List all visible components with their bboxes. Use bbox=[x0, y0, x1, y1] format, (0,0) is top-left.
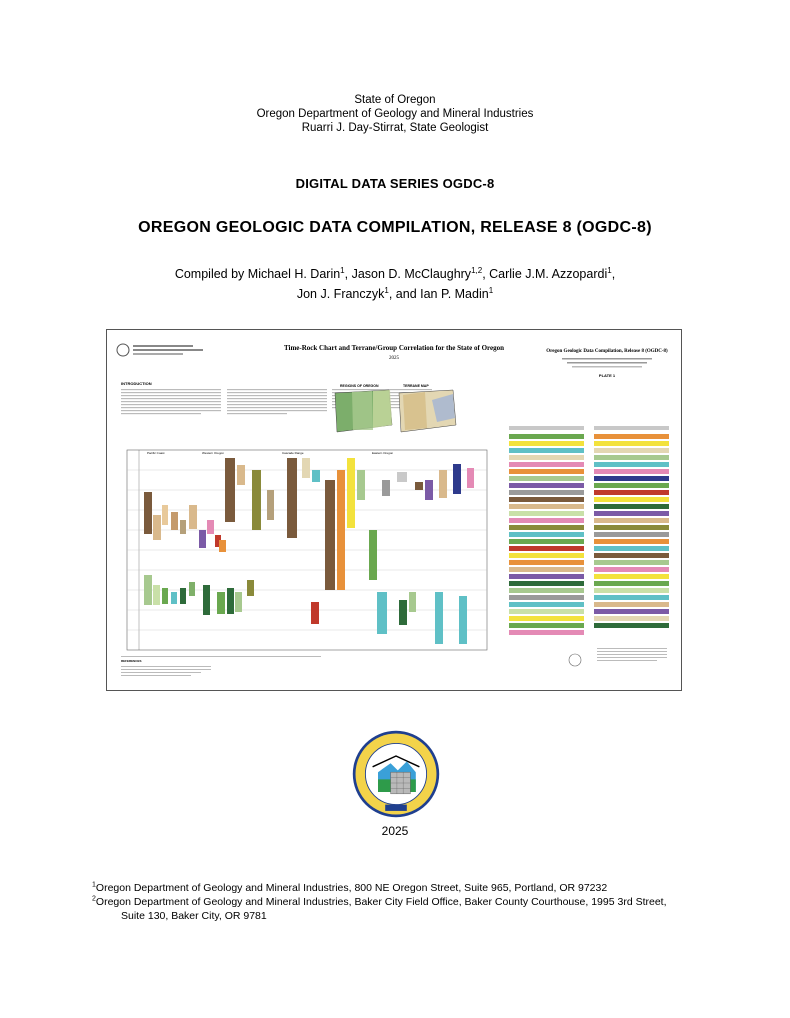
plate-thumbnail bbox=[106, 329, 682, 691]
dogami-seal-icon bbox=[351, 729, 441, 819]
affiliation-1 bbox=[92, 881, 607, 895]
header-block bbox=[0, 93, 790, 135]
plate-logo-icon bbox=[117, 344, 129, 356]
chart-col-label: Eastern Oregon bbox=[372, 451, 394, 455]
affiliation-text: Oregon Department of Geology and Mineral Industries, Baker City Field Office, Baker County Courthouse, 1995 3rd Street, bbox=[95, 896, 667, 908]
author-name: , Carlie J.M. Azzopardi bbox=[482, 267, 608, 281]
affiliation-2-continued: Suite 130, Baker City, OR 9781 bbox=[121, 910, 267, 922]
affiliation-2 bbox=[92, 895, 667, 909]
document-title: OREGON GEOLOGIC DATA COMPILATION, RELEASE 8 (OGDC-8) bbox=[138, 219, 652, 236]
publication-year: 2025 bbox=[381, 824, 409, 838]
authors-block bbox=[0, 264, 790, 304]
author-name: , Jason D. McClaughry bbox=[344, 267, 472, 281]
plate-legend bbox=[509, 426, 669, 635]
chart-col-label: Cascade Range bbox=[282, 451, 304, 455]
affiliation-mark: 2 bbox=[92, 895, 96, 903]
authors-line-2 bbox=[0, 284, 790, 304]
author-affiliation-mark: 1 bbox=[384, 285, 389, 295]
plate-references-heading: REFERENCES bbox=[121, 659, 142, 663]
author-affiliation-mark: 1 bbox=[607, 265, 612, 275]
time-rock-chart bbox=[127, 450, 487, 650]
affiliation-text: Oregon Department of Geology and Mineral Industries, 800 NE Oregon Street, Suite 965, Portland, OR 97232 bbox=[95, 882, 608, 894]
header-state-geologist: Ruarri J. Day-Stirrat, State Geologist bbox=[301, 122, 489, 134]
plate-year: 2025 bbox=[389, 356, 399, 361]
author-name: , and Ian P. Madin bbox=[388, 287, 489, 301]
series-title: DIGITAL DATA SERIES OGDC-8 bbox=[295, 176, 495, 191]
author-affiliation-mark: 1 bbox=[340, 265, 345, 275]
authors-prefix: Compiled by bbox=[174, 267, 248, 281]
author-name: Michael H. Darin bbox=[247, 267, 341, 281]
chart-col-label: Western Oregon bbox=[202, 451, 224, 455]
authors-line-1 bbox=[0, 264, 790, 284]
plate-seal-icon bbox=[569, 654, 581, 666]
plate-right-header: Oregon Geologic Data Compilation, Release 8 (OGDC-8) bbox=[546, 349, 668, 354]
affiliation-mark: 1 bbox=[92, 881, 96, 889]
header-state: State of Oregon bbox=[354, 94, 436, 106]
author-affiliation-mark: 1 bbox=[488, 285, 494, 295]
authors-comma: , bbox=[611, 267, 616, 281]
plate-image bbox=[107, 330, 681, 690]
plate-map2-label: TERRANE MAP bbox=[403, 384, 429, 388]
plate-label: PLATE 1 bbox=[598, 373, 616, 378]
plate-intro-heading: INTRODUCTION bbox=[121, 381, 152, 386]
author-name: Jon J. Franczyk bbox=[296, 287, 385, 301]
header-department: Oregon Department of Geology and Mineral Industries bbox=[256, 108, 534, 120]
chart-col-label: Pacific Coast bbox=[147, 451, 165, 455]
author-affiliation-mark: 1,2 bbox=[471, 265, 483, 275]
plate-map1-label: REGIONS OF OREGON bbox=[340, 384, 379, 388]
plate-title: Time-Rock Chart and Terrane/Group Correlation for the State of Oregon bbox=[283, 344, 505, 352]
